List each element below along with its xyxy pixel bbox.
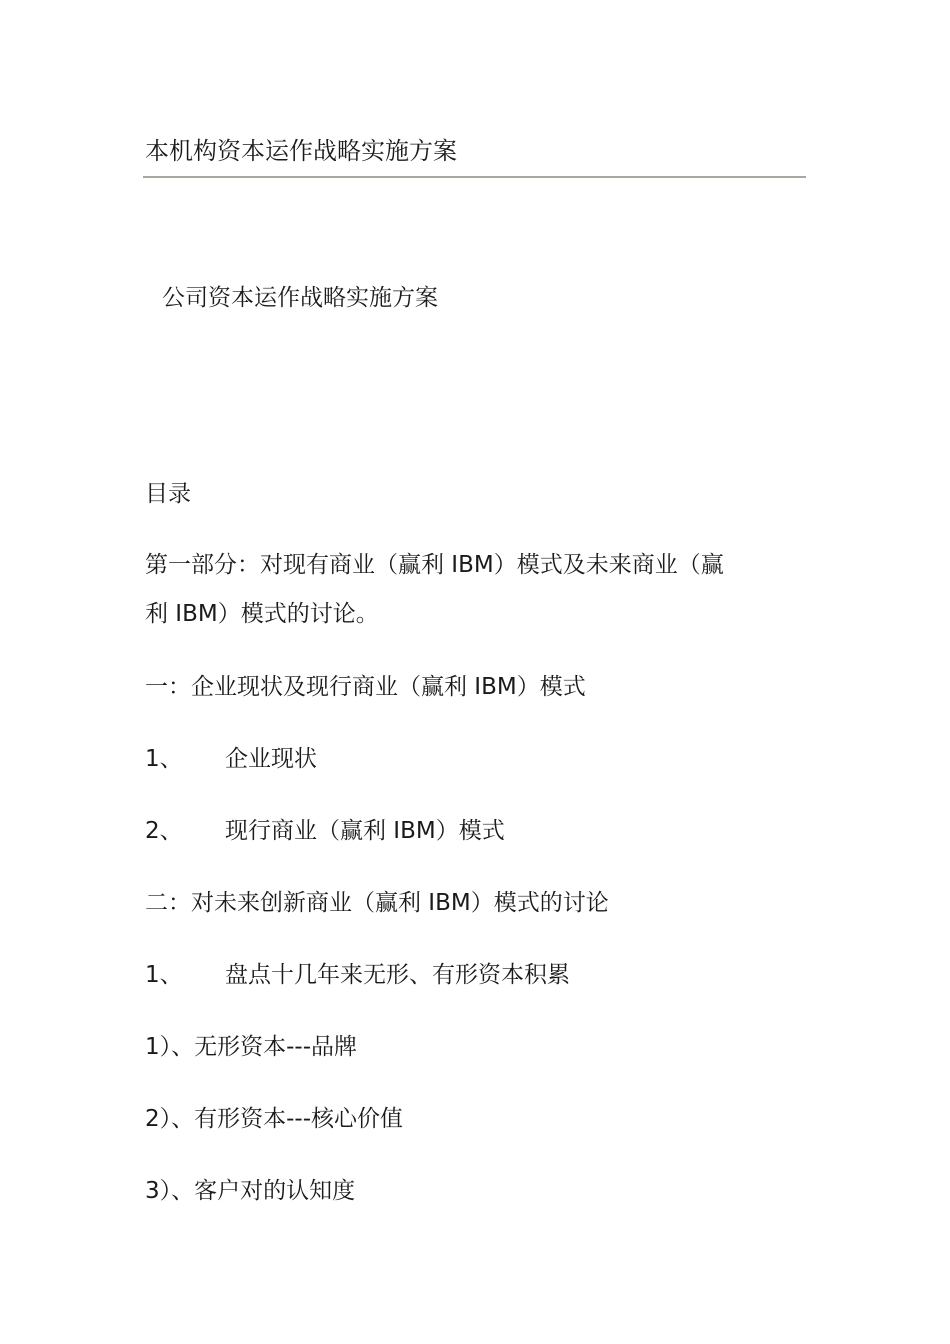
item-number: 2、 — [145, 818, 183, 844]
document-title: 公司资本运作战略实施方案 — [162, 285, 438, 311]
toc-heading: 目录 — [145, 481, 191, 507]
toc-sub-item-2: 2）、有形资本---核心价值 — [145, 1106, 404, 1132]
toc-sub-item-1: 1）、无形资本---品牌 — [145, 1034, 358, 1060]
item-text: 现行商业（赢利 IBM）模式 — [225, 818, 505, 844]
toc-item-1-2 — [145, 815, 505, 847]
toc-part1-line1: 第一部分：对现有商业（赢利 IBM）模式及未来商业（赢 — [145, 552, 724, 578]
toc-part1-line2: 利 IBM）模式的讨论。 — [145, 601, 379, 627]
toc-item-1-1 — [145, 743, 317, 775]
item-number: 1、 — [145, 962, 183, 988]
item-text: 盘点十几年来无形、有形资本积累 — [225, 962, 570, 988]
toc-section-1: 一：企业现状及现行商业（赢利 IBM）模式 — [145, 674, 586, 700]
toc-sub-item-3: 3）、客户对的认知度 — [145, 1178, 356, 1204]
header-title: 本机构资本运作战略实施方案 — [145, 137, 457, 165]
toc-item-2-1 — [145, 959, 570, 991]
item-number: 1、 — [145, 746, 183, 772]
item-text: 企业现状 — [225, 746, 317, 772]
toc-section-2: 二：对未来创新商业（赢利 IBM）模式的讨论 — [145, 890, 609, 916]
header-divider — [143, 176, 806, 178]
